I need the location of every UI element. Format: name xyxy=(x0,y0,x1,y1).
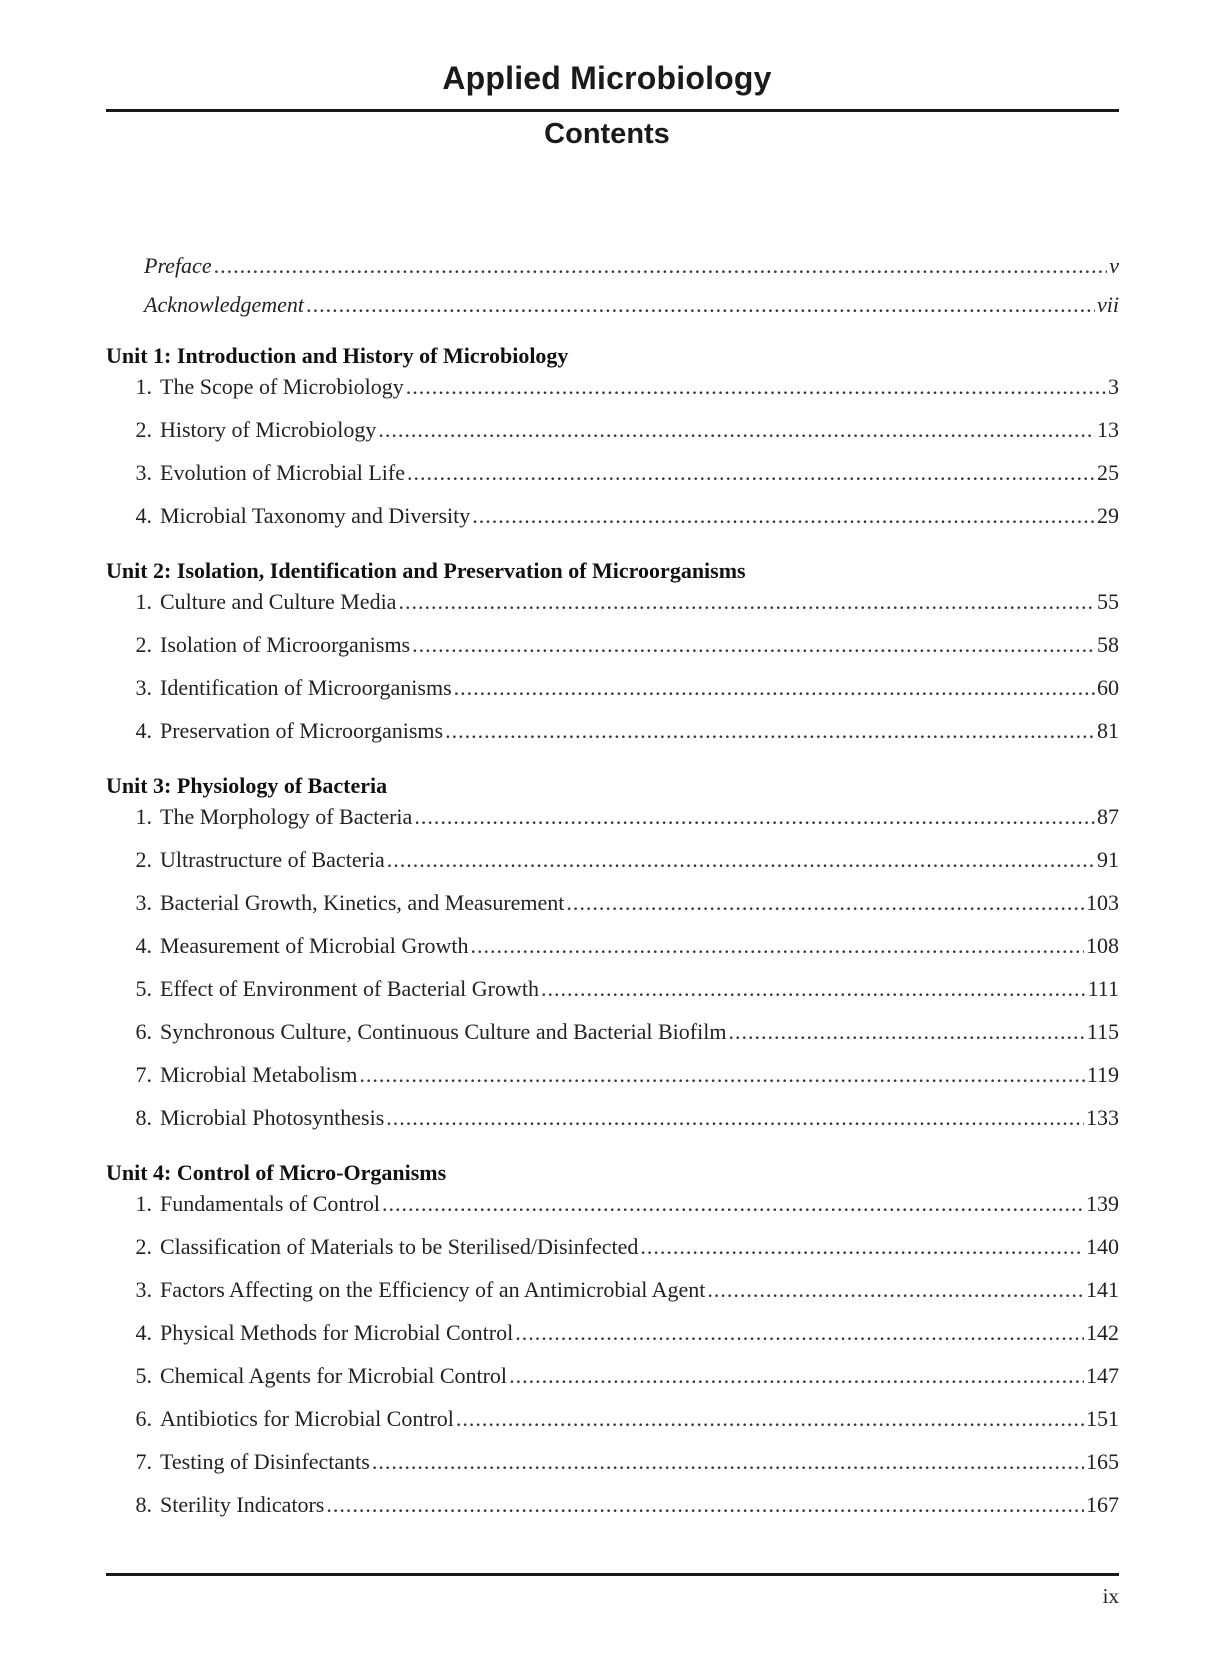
toc-entry-page: 115 xyxy=(1086,1019,1119,1044)
toc-entry[interactable] xyxy=(106,589,1119,632)
dot-leader xyxy=(414,804,1095,830)
toc-entry-title: Fundamentals of Control xyxy=(160,1191,380,1216)
chapter-number: 2. xyxy=(135,417,152,442)
chapter-number: 4. xyxy=(135,718,152,743)
chapter-number: 6. xyxy=(135,1019,152,1044)
chapter-number: 1. xyxy=(135,1191,152,1216)
toc-entry-title: History of Microbiology xyxy=(160,417,377,442)
toc-entry-title: Ultrastructure of Bacteria xyxy=(160,847,385,872)
dot-leader xyxy=(372,1449,1084,1475)
toc-entry[interactable] xyxy=(106,632,1119,675)
dot-leader xyxy=(509,1363,1084,1389)
footer-rule xyxy=(106,1573,1119,1576)
toc-entry-page: 141 xyxy=(1086,1277,1119,1302)
dot-leader xyxy=(707,1277,1084,1303)
toc-entry[interactable] xyxy=(106,503,1119,546)
dot-leader xyxy=(566,890,1084,916)
toc-entry-title: Physical Methods for Microbial Control xyxy=(160,1320,514,1345)
toc-entry-page: 165 xyxy=(1086,1449,1119,1474)
chapter-number: 3. xyxy=(135,890,152,915)
chapter-number: 8. xyxy=(135,1492,152,1517)
toc-entry-title: Acknowledgement xyxy=(144,292,305,317)
toc-entry-title: Chemical Agents for Microbial Control xyxy=(160,1363,508,1388)
dot-leader xyxy=(472,503,1095,529)
toc-entry[interactable] xyxy=(106,1406,1119,1449)
toc-entry-page: 108 xyxy=(1086,933,1119,958)
toc-entry-title: Measurement of Microbial Growth xyxy=(160,933,469,958)
chapter-number: 4. xyxy=(135,503,152,528)
toc-entry[interactable] xyxy=(106,675,1119,718)
dot-leader xyxy=(640,1234,1084,1260)
toc-entry-page: vii xyxy=(1097,292,1119,317)
toc-entry-title: Classification of Materials to be Sterilised/Disinfected xyxy=(160,1234,639,1259)
toc-entry-title: Culture and Culture Media xyxy=(160,589,397,614)
unit-heading: Unit 2: Isolation, Identification and Preservation of Microorganisms xyxy=(106,558,746,583)
toc-entry-acknowledgement[interactable] xyxy=(106,292,1119,331)
toc-entry-page: 29 xyxy=(1097,503,1119,528)
toc-entry-title: Preface xyxy=(144,253,212,278)
toc-entry[interactable] xyxy=(106,1019,1119,1062)
toc-entry-page: 25 xyxy=(1097,460,1119,485)
chapter-number: 5. xyxy=(135,1363,152,1388)
chapter-number: 2. xyxy=(135,632,152,657)
toc-entry-title: Evolution of Microbial Life xyxy=(160,460,405,485)
toc-entry-title: Antibiotics for Microbial Control xyxy=(160,1406,454,1431)
toc-entry[interactable] xyxy=(106,1191,1119,1234)
toc-entry-page: 55 xyxy=(1097,589,1119,614)
toc-entry[interactable] xyxy=(106,1277,1119,1320)
book-title: Applied Microbiology xyxy=(442,60,772,96)
chapter-number: 7. xyxy=(135,1449,152,1474)
dot-leader xyxy=(378,417,1095,443)
dot-leader xyxy=(445,718,1095,744)
toc-entry-title: Microbial Photosynthesis xyxy=(160,1105,385,1130)
toc-entry-preface[interactable] xyxy=(106,253,1119,292)
toc-entry-title: Effect of Environment of Bacterial Growth xyxy=(160,976,539,1001)
unit-heading: Unit 1: Introduction and History of Microbiology xyxy=(106,343,569,368)
toc-entry-page: 87 xyxy=(1097,804,1119,829)
toc-entry-page: 133 xyxy=(1086,1105,1119,1130)
toc-entry-page: 147 xyxy=(1086,1363,1119,1388)
chapter-number: 7. xyxy=(135,1062,152,1087)
toc-entry[interactable] xyxy=(106,460,1119,503)
toc-entry[interactable] xyxy=(106,374,1119,417)
header-rule xyxy=(106,109,1119,112)
unit-heading: Unit 3: Physiology of Bacteria xyxy=(106,773,388,798)
chapter-number: 1. xyxy=(135,589,152,614)
toc-entry-page: 103 xyxy=(1086,890,1119,915)
toc-entry-page: 81 xyxy=(1097,718,1119,743)
toc-entry[interactable] xyxy=(106,1492,1119,1535)
toc-entry-page: 13 xyxy=(1097,417,1119,442)
toc-entry[interactable] xyxy=(106,1105,1119,1148)
toc-entry[interactable] xyxy=(106,890,1119,933)
toc-entry-title: Identification of Microorganisms xyxy=(160,675,452,700)
toc-entry-title: Microbial Taxonomy and Diversity xyxy=(160,503,471,528)
toc-entry-title: Factors Affecting on the Efficiency of an Antimicrobial Agent xyxy=(160,1277,706,1302)
dot-leader xyxy=(407,460,1095,486)
toc-entry-page: 3 xyxy=(1108,374,1119,399)
toc-entry-page: 151 xyxy=(1086,1406,1119,1431)
chapter-number: 2. xyxy=(135,847,152,872)
dot-leader xyxy=(456,1406,1084,1432)
toc-entry-page: 167 xyxy=(1086,1492,1119,1517)
toc-entry[interactable] xyxy=(106,976,1119,1019)
unit-heading: Unit 4: Control of Micro-Organisms xyxy=(106,1160,447,1185)
chapter-number: 4. xyxy=(135,1320,152,1345)
dot-leader xyxy=(406,374,1106,400)
dot-leader xyxy=(326,1492,1084,1518)
dot-leader xyxy=(382,1191,1084,1217)
toc-entry[interactable] xyxy=(106,933,1119,976)
contents-heading: Contents xyxy=(544,118,670,150)
chapter-number: 1. xyxy=(135,804,152,829)
toc-entry-page: 60 xyxy=(1097,675,1119,700)
toc-entry-title: Isolation of Microorganisms xyxy=(160,632,411,657)
dot-leader xyxy=(541,976,1086,1002)
toc-entry-title: The Scope of Microbiology xyxy=(160,374,404,399)
chapter-number: 3. xyxy=(135,460,152,485)
toc-entry-page: 139 xyxy=(1086,1191,1119,1216)
dot-leader xyxy=(387,847,1095,873)
chapter-number: 3. xyxy=(135,675,152,700)
toc-entry-page: 119 xyxy=(1086,1062,1119,1087)
toc-entry-page: 91 xyxy=(1097,847,1119,872)
toc-entry-title: Sterility Indicators xyxy=(160,1492,325,1517)
chapter-number: 6. xyxy=(135,1406,152,1431)
dot-leader xyxy=(214,253,1108,279)
dot-leader xyxy=(728,1019,1084,1045)
toc-entry-title: Testing of Disinfectants xyxy=(160,1449,370,1474)
toc-entry[interactable] xyxy=(106,1062,1119,1105)
toc-entry[interactable] xyxy=(106,1320,1119,1363)
dot-leader xyxy=(454,675,1095,701)
chapter-number: 3. xyxy=(135,1277,152,1302)
toc-entry[interactable] xyxy=(106,804,1119,847)
toc-entry[interactable] xyxy=(106,1363,1119,1406)
toc-entry-title: Microbial Metabolism xyxy=(160,1062,358,1087)
toc-entry-title: Synchronous Culture, Continuous Culture and Bacterial Biofilm xyxy=(160,1019,727,1044)
toc-entry-title: The Morphology of Bacteria xyxy=(160,804,413,829)
toc-entry[interactable] xyxy=(106,847,1119,890)
toc-entry-page: 142 xyxy=(1086,1320,1119,1345)
table-of-contents xyxy=(106,253,1119,1535)
toc-entry[interactable] xyxy=(106,1234,1119,1277)
dot-leader xyxy=(515,1320,1084,1346)
dot-leader xyxy=(398,589,1095,615)
chapter-number: 8. xyxy=(135,1105,152,1130)
dot-leader xyxy=(359,1062,1084,1088)
toc-entry-title: Preservation of Microorganisms xyxy=(160,718,444,743)
dot-leader xyxy=(306,292,1095,318)
chapter-number: 1. xyxy=(135,374,152,399)
toc-entry-page: v xyxy=(1109,253,1119,278)
dot-leader xyxy=(412,632,1095,658)
toc-entry[interactable] xyxy=(106,718,1119,761)
toc-entry-page: 140 xyxy=(1086,1234,1119,1259)
chapter-number: 5. xyxy=(135,976,152,1001)
toc-entry-title: Bacterial Growth, Kinetics, and Measurement xyxy=(160,890,565,915)
toc-entry[interactable] xyxy=(106,417,1119,460)
chapter-number: 4. xyxy=(135,933,152,958)
page-number: ix xyxy=(1102,1584,1119,1608)
dot-leader xyxy=(471,933,1084,959)
toc-entry-page: 111 xyxy=(1087,976,1119,1001)
dot-leader xyxy=(386,1105,1084,1131)
chapter-number: 2. xyxy=(135,1234,152,1259)
toc-entry-page: 58 xyxy=(1097,632,1119,657)
toc-entry[interactable] xyxy=(106,1449,1119,1492)
